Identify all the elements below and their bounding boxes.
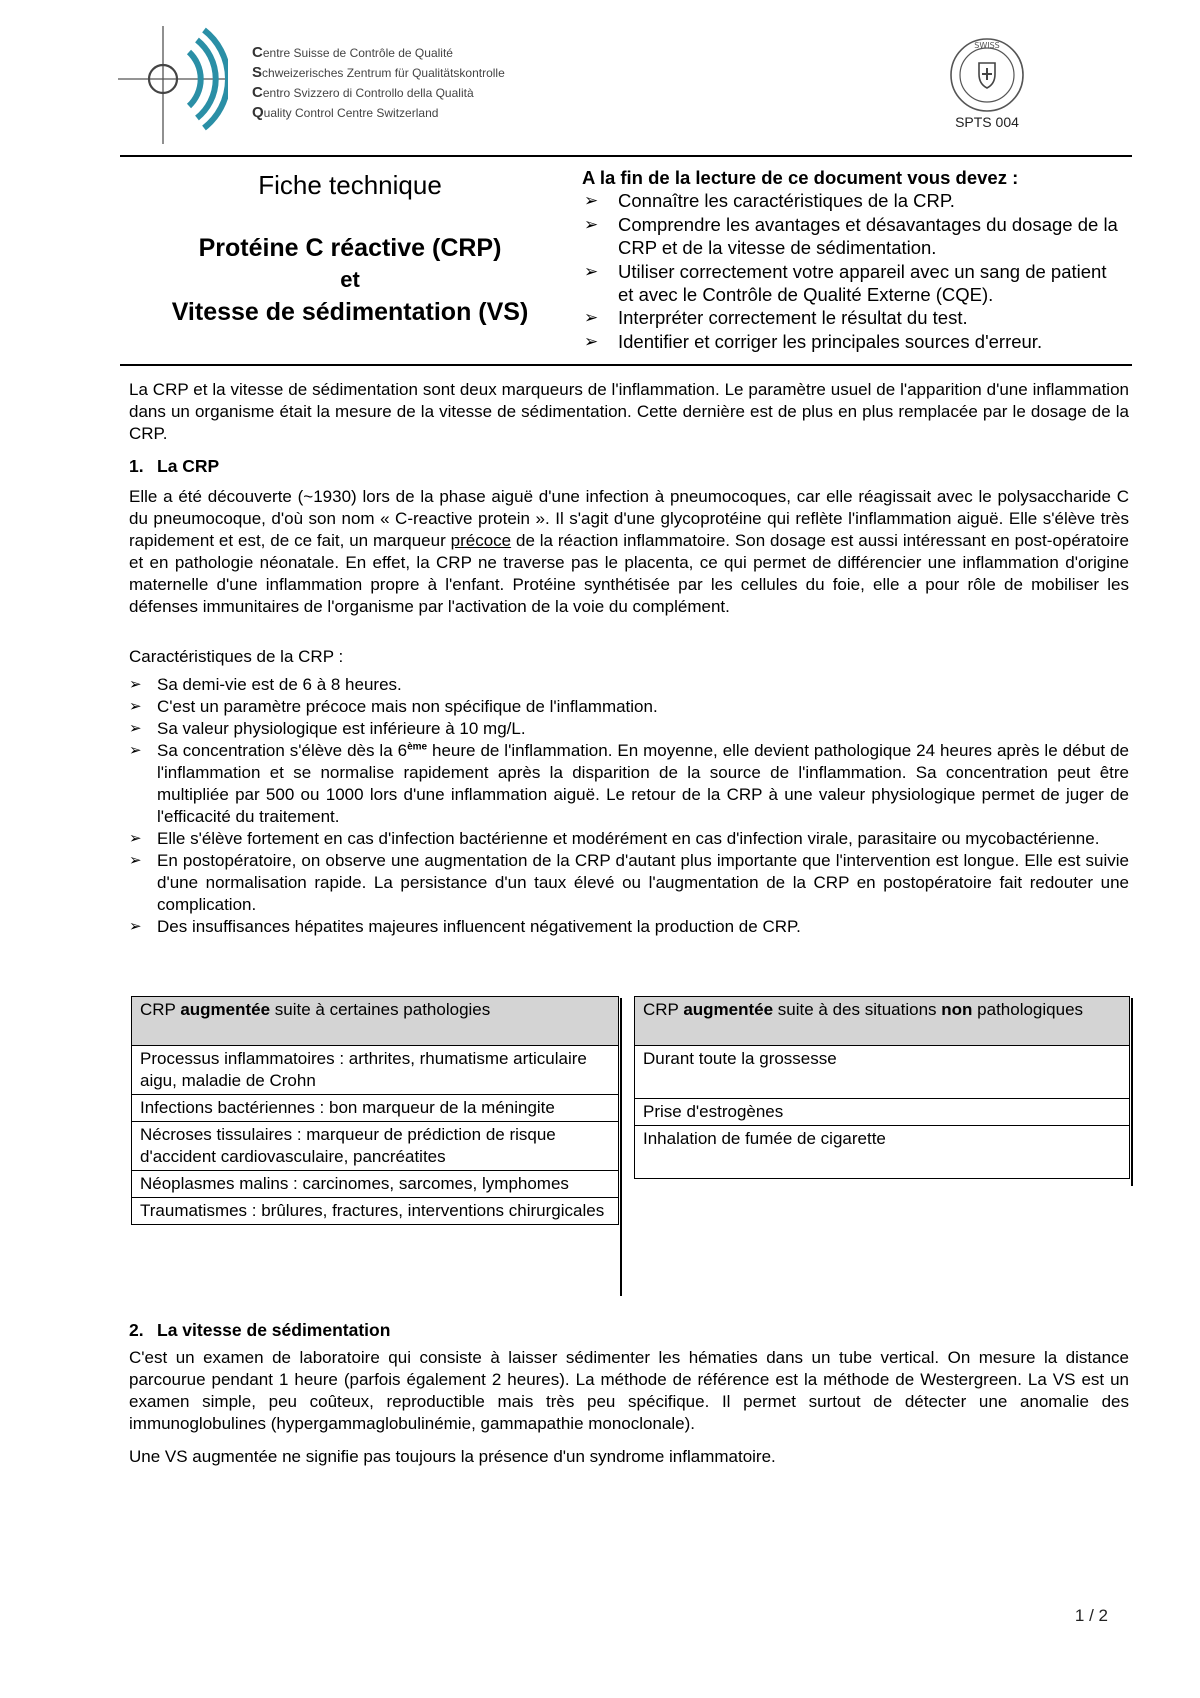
- objective-item: ➢ Identifier et corriger les principales sources d'erreur.: [582, 330, 1122, 353]
- table-header-row: [635, 997, 1130, 1046]
- table-cell: Traumatismes : brûlures, fractures, interventions chirurgicales: [132, 1198, 619, 1225]
- table-header: CRP augmentée suite à certaines pathologies: [132, 997, 619, 1046]
- section-2-heading: [129, 1320, 390, 1341]
- table-row: [132, 1095, 619, 1122]
- section-number: 1.: [129, 456, 144, 476]
- table-header: CRP augmentée suite à des situations non pathologiques: [635, 997, 1130, 1046]
- crp-description: Elle a été découverte (~1930) lors de la phase aiguë d'une infection à pneumocoques, car elle réagissait avec le polysaccharide C du pneumocoque, d'où son nom « C-reactive protein ». Il s'agit d'une glycoprotéine qui reflète l'inflammation aiguë. Elle s'élève très rapidement et est, de ce fait, un marqueur précoce de la réaction inflammatoire. Son dosage est aussi intéressant en post-opératoire et en pathologie néonatale. En effet, la CRP ne traverse pas le placenta, ce qui permet de différencier une inflammation d'origine maternelle d'une inflammation propre à l'enfant. Protéine synthétisée par les cellules du foie, elle a pour rôle de mobiliser les défenses immunitaires de l'organisme par l'activation de la voie du complément.: [129, 487, 1129, 616]
- section-title: La CRP: [157, 456, 220, 476]
- seal-label: SWISS: [974, 41, 1000, 50]
- doc-title: Protéine C réactive (CRP): [198, 234, 502, 262]
- doc-title-connector: et: [340, 267, 360, 292]
- list-item: ➢ En postopératoire, on observe une augmentation de la CRP d'autant plus importante que l'intervention est longue. Elle est suivie d'une normalisation rapide. La persistance d'un taux élevé ou l'augmentation de la CRP en postopératoire fait redouter une complication.: [129, 850, 1129, 916]
- list-item: ➢ Des insuffisances hépatites majeures influencent négativement la production de CRP.: [129, 916, 1129, 938]
- table-shadow: [620, 998, 622, 1296]
- title-block: [120, 166, 580, 328]
- list-item: ➢ Elle s'élève fortement en cas d'infection bactérienne et modérément en cas d'infection virale, parasitaire ou mycobactérienne.: [129, 828, 1129, 850]
- objective-item: ➢ Interpréter correctement le résultat du test.: [582, 306, 1122, 329]
- intro-paragraph: La CRP et la vitesse de sédimentation sont deux marqueurs de l'inflammation. Le paramètre usuel de l'apparition d'une inflammation dans un organisme était la mesure de la vitesse de sédimentation. Cette dernière est de plus en plus remplacée par le dosage de la CRP.: [129, 380, 1129, 443]
- objectives-list: [582, 189, 1122, 353]
- org-name-it: Centro Svizzero di Controllo della Qualità: [252, 84, 474, 101]
- table-cell: Nécroses tissulaires : marqueur de prédiction de risque d'accident cardiovasculaire, pancréatites: [132, 1122, 619, 1171]
- underlined-word: précoce: [450, 531, 512, 550]
- pathologies-table: [131, 996, 619, 1225]
- non-pathological-table: [634, 996, 1130, 1179]
- table-cell: Prise d'estrogènes: [635, 1099, 1130, 1126]
- table-cell: Néoplasmes malins : carcinomes, sarcomes, lymphomes: [132, 1171, 619, 1198]
- section-number: 2.: [129, 1320, 144, 1340]
- vs-note: Une VS augmentée ne signifie pas toujours la présence d'un syndrome inflammatoire.: [129, 1447, 776, 1466]
- table-row: [132, 1046, 619, 1095]
- objective-item: ➢ Comprendre les avantages et désavantages du dosage de la CRP et de la vitesse de sédimentation.: [582, 213, 1122, 260]
- learning-objectives: [582, 166, 1122, 353]
- table-cell: Processus inflammatoires : arthrites, rhumatisme articulaire aigu, maladie de Crohn: [132, 1046, 619, 1095]
- section-1-heading: [129, 456, 219, 477]
- table-row: [635, 1099, 1130, 1126]
- table-cell: Inhalation de fumée de cigarette: [635, 1126, 1130, 1179]
- doc-title-second: Vitesse de sédimentation (VS): [171, 298, 529, 326]
- top-rule: [120, 155, 1132, 157]
- objective-item: ➢ Connaître les caractéristiques de la CRP.: [582, 189, 1122, 212]
- org-name-en: Quality Control Centre Switzerland: [252, 104, 439, 121]
- document-code: SPTS 004: [955, 114, 1019, 130]
- table-header-row: [132, 997, 619, 1046]
- superscript: ème: [407, 741, 428, 753]
- title-bottom-rule: [120, 364, 1132, 366]
- crp-characteristics-list: [129, 674, 1129, 938]
- table-shadow: [1131, 998, 1133, 1186]
- swiss-accreditation-seal: [946, 36, 1028, 118]
- objective-item: ➢ Utiliser correctement votre appareil avec un sang de patient et avec le Contrôle de Qualité Externe (CQE).: [582, 260, 1122, 307]
- list-item: ➢ Sa demi-vie est de 6 à 8 heures.: [129, 674, 1129, 696]
- org-name-de: Schweizerisches Zentrum für Qualitätskontrolle: [252, 64, 505, 81]
- table-row: [132, 1171, 619, 1198]
- table-row: [132, 1198, 619, 1225]
- characteristics-label: Caractéristiques de la CRP :: [129, 647, 344, 666]
- table-row: [132, 1122, 619, 1171]
- vs-description: C'est un examen de laboratoire qui consiste à laisser sédimenter les hématies dans un tube vertical. On mesure la distance parcourue pendant 1 heure (parfois également 2 heures). La méthode de référence est la méthode de Westergreen. La VS est un examen simple, peu coûteux, reproductible mais très peu spécifique. Il permet surtout de détecter une anomalie des immunoglobulines (hypergammaglobulinémie, gammapathie monoclonale).: [129, 1348, 1129, 1433]
- section-title: La vitesse de sédimentation: [157, 1320, 391, 1340]
- page-number: 1 / 2: [1074, 1606, 1108, 1625]
- list-item: ➢ Sa valeur physiologique est inférieure à 10 mg/L.: [129, 718, 1129, 740]
- table-row: [635, 1126, 1130, 1179]
- cscq-logo: [118, 26, 228, 144]
- org-name-fr: Centre Suisse de Contrôle de Qualité: [252, 44, 453, 61]
- table-row: [635, 1046, 1130, 1099]
- doc-type: Fiche technique: [258, 170, 442, 200]
- list-item: ➢ Sa concentration s'élève dès la 6ème heure de l'inflammation. En moyenne, elle devient pathologique 24 heures après le début de l'inflammation et se normalise rapidement après la disparition de la source de l'inflammation. Sa concentration peut être multipliée par 500 ou 1000 lors d'une inflammation aiguë. Le retour de la CRP à une valeur physiologique permet de juger de l'efficacité du traitement.: [129, 740, 1129, 828]
- list-item: ➢ C'est un paramètre précoce mais non spécifique de l'inflammation.: [129, 696, 1129, 718]
- table-cell: Infections bactériennes : bon marqueur de la méningite: [132, 1095, 619, 1122]
- objectives-heading: A la fin de la lecture de ce document vous devez :: [582, 167, 1019, 188]
- table-cell: Durant toute la grossesse: [635, 1046, 1130, 1099]
